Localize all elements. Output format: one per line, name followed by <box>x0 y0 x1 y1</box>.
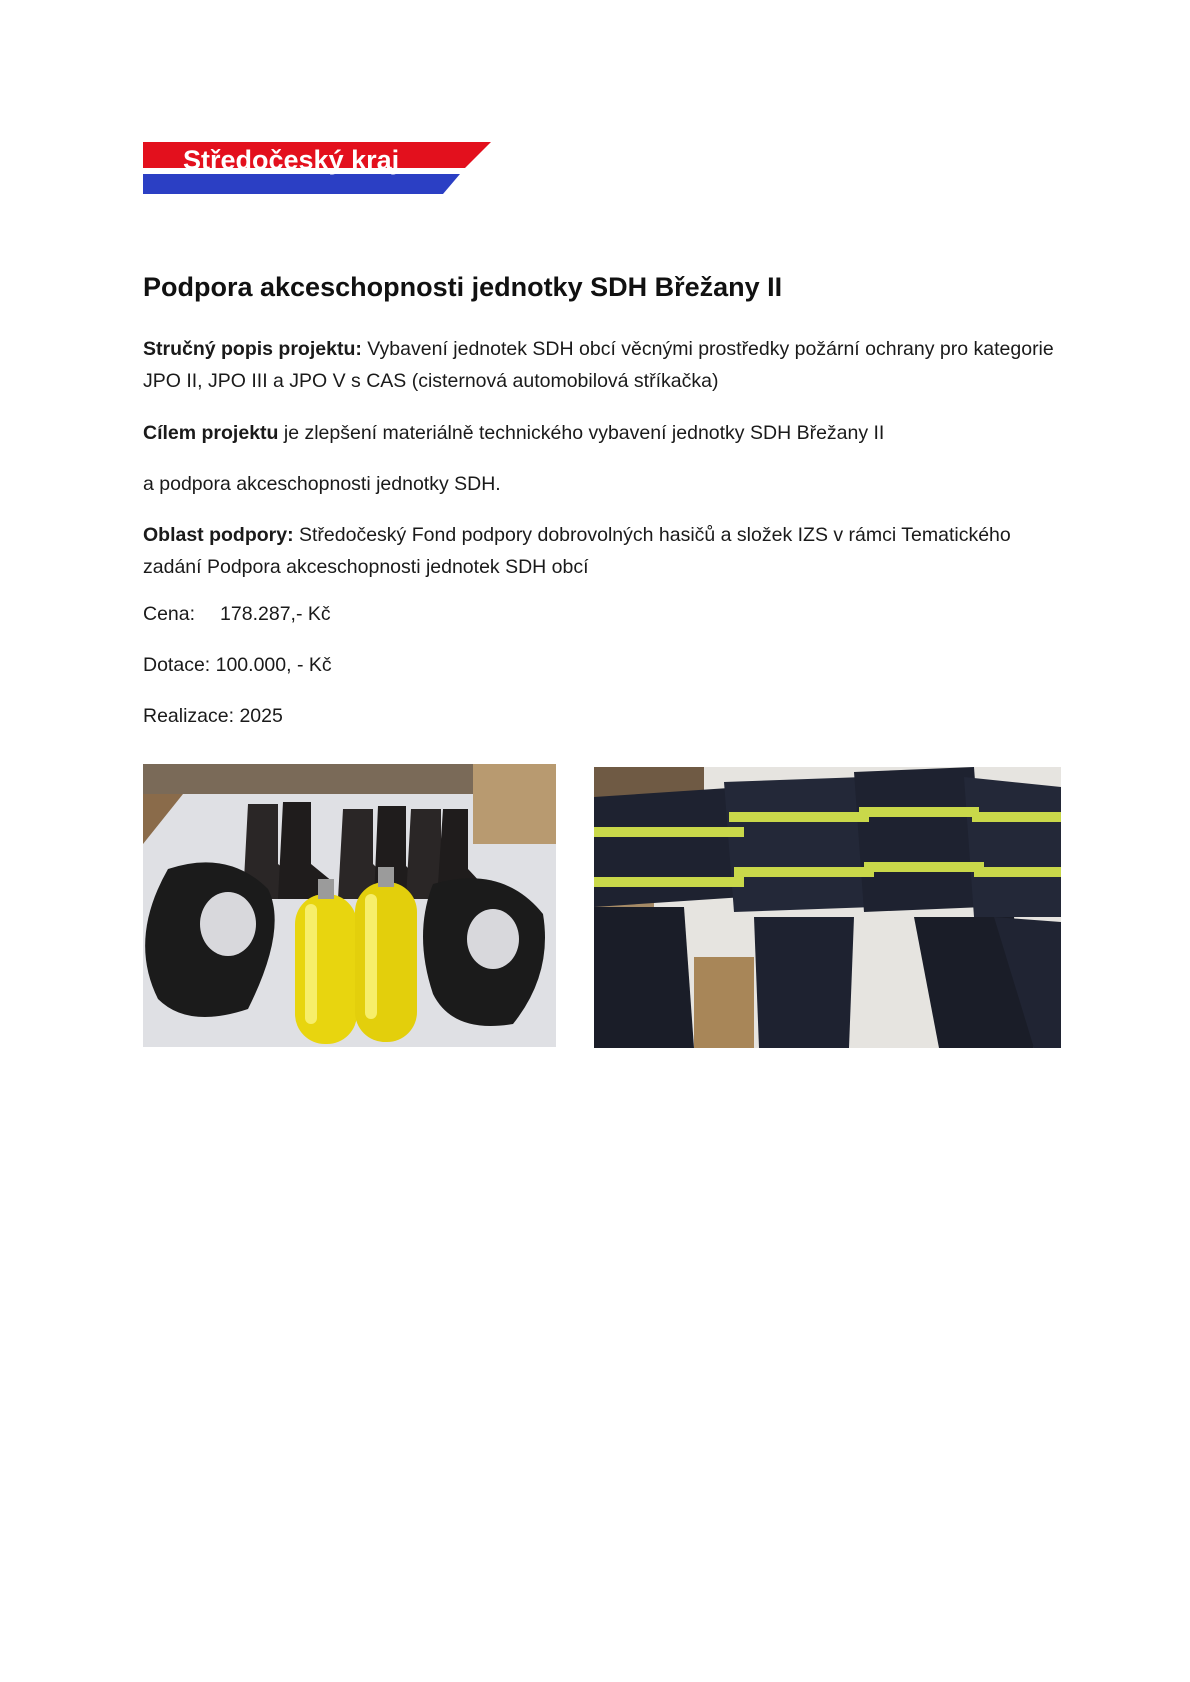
summary-paragraph <box>143 333 1063 397</box>
stredocesky-kraj-logo <box>143 142 491 194</box>
support-paragraph <box>143 519 1063 583</box>
goal-paragraph <box>143 417 1063 449</box>
goal-text: je zlepšení materiálně technického vybavení jednotky SDH Břežany II <box>278 422 885 444</box>
equipment-photo-boots-cylinders <box>143 764 556 1047</box>
price-label: Cena: <box>143 603 196 625</box>
summary-text: Vybavení jednotek SDH obcí věcnými prostředky požární ochrany pro kategorie JPO II, JPO III a JPO V s CAS (cisternová automobilová stříkačka) <box>143 338 1054 392</box>
realization-row: Realizace: 2025 <box>143 705 283 727</box>
svg-text:Středočeský kraj: Středočeský kraj <box>183 145 400 175</box>
goal-label: Cílem projektu <box>143 422 279 444</box>
equipment-photo-protective-suits <box>594 767 1061 1048</box>
price-value: 178.287,- Kč <box>220 603 331 625</box>
price-row <box>143 603 331 626</box>
support-text: Středočeský Fond podpory dobrovolných hasičů a složek IZS v rámci Tematického zadání Podpora akceschopnosti jednotek SDH obcí <box>143 524 1011 578</box>
page-title: Podpora akceschopnosti jednotky SDH Břežany II <box>143 272 783 302</box>
support-label: Oblast podpory: <box>143 524 294 546</box>
grant-row: Dotace: 100.000, - Kč <box>143 654 332 676</box>
goal-continuation: a podpora akceschopnosti jednotky SDH. <box>143 473 501 495</box>
summary-label: Stručný popis projektu: <box>143 338 362 360</box>
